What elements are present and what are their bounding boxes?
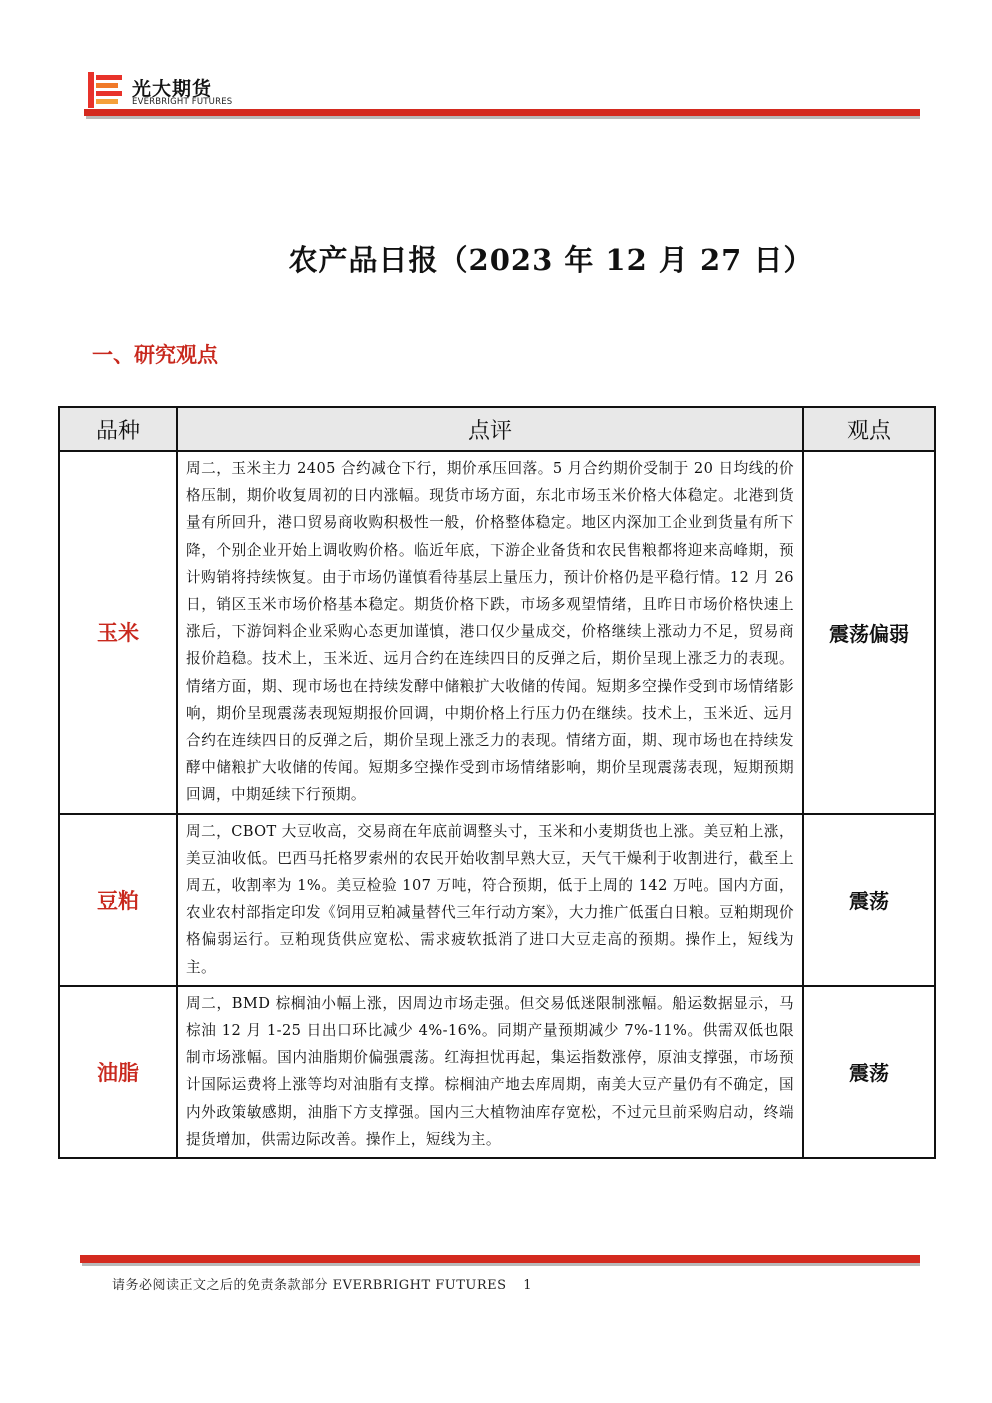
everbright-logo-icon — [88, 72, 128, 108]
comment-cell: 周二，BMD 棕榈油小幅上涨，因周边市场走强。但交易低迷限制涨幅。船运数据显示，马棕油 12 月 1-25 日出口环比减少 4%-16%。同期产量预期减少 7%-11%。供需双低也限制市场涨幅。国内油脂期价偏强震荡。红海担忧再起，集运指数涨停，原油支撑强，市场预计国际运费将上涨等均对油脂有支撑。棕榈油产地去库周期，南美大豆产量仍有不确定，国内外政策敏感期，油脂下方支撑强。国内三大植物油库存宽松，不过元旦前采购启动，终端提货增加，供需边际改善。操作上，短线为主。 — [177, 986, 803, 1158]
brand-name-cn: 光大期货 — [132, 78, 213, 100]
view-cell: 震荡 — [803, 814, 935, 986]
view-cell: 震荡偏弱 — [803, 451, 935, 814]
footer-divider — [80, 1255, 920, 1263]
variety-cell: 油脂 — [59, 986, 177, 1158]
table-header-row — [59, 407, 935, 451]
header-variety: 品种 — [59, 407, 177, 451]
variety-cell: 玉米 — [59, 451, 177, 814]
research-view-table — [58, 406, 936, 1159]
page-number: 1 — [523, 1278, 532, 1293]
table-row-corn — [59, 451, 935, 814]
header-divider-shadow — [86, 116, 920, 119]
header-view: 观点 — [803, 407, 935, 451]
variety-cell: 豆粕 — [59, 814, 177, 986]
comment-cell: 周二，CBOT 大豆收高，交易商在年底前调整头寸，玉米和小麦期货也上涨。美豆粕上涨，美豆油收低。巴西马托格罗索州的农民开始收割早熟大豆，天气干燥利于收割进行，截至上周五，收割率为 1%。美豆检验 107 万吨，符合预期，低于上周的 142 万吨。国内方面，农业农村部指定印发《饲用豆粕减量替代三年行动方案》，大力推广低蛋白日粮。豆粕期现价格偏弱运行。豆粕现货供应宽松、需求疲软抵消了进口大豆走高的预期。操作上，短线为主。 — [177, 814, 803, 986]
header-comment: 点评 — [177, 407, 803, 451]
header-divider — [84, 109, 920, 116]
table-row-soymeal — [59, 814, 935, 986]
page-footer — [112, 1274, 532, 1293]
footer-divider-shadow — [82, 1263, 920, 1266]
brand-name-en: EVERBRIGHT FUTURES — [132, 97, 233, 107]
section-heading: 一、研究观点 — [92, 342, 218, 367]
disclaimer-note: 请务必阅读正文之后的免责条款部分 EVERBRIGHT FUTURES — [112, 1278, 507, 1293]
comment-cell: 周二，玉米主力 2405 合约减仓下行，期价承压回落。5 月合约期价受制于 20 日均线的价格压制，期价收复周初的日内涨幅。现货市场方面，东北市场玉米价格大体稳定。北港到货量有所回升，港口贸易商收购积极性一般，价格整体稳定。地区内深加工企业到货量有所下降，个别企业开始上调收购价格。临近年底，下游企业备货和农民售粮都将迎来高峰期，预计购销将持续恢复。由于市场仍谨慎看待基层上量压力，预计价格仍是平稳行情。12 月 26 日，销区玉米市场价格基本稳定。期货价格下跌，市场多观望情绪，且昨日市场价格快速上涨后，下游饲料企业采购心态更加谨慎，港口仅少量成交，价格继续上涨动力不足，贸易商报价趋稳。技术上，玉米近、远月合约在连续四日的反弹之后，期价呈现上涨乏力的表现。情绪方面，期、现市场也在持续发酵中储粮扩大收储的传闻。短期多空操作受到市场情绪影响，期价呈现震荡表现短期报价回调，中期价格上行压力仍在继续。技术上，玉米近、远月合约在连续四日的反弹之后，期价呈现上涨乏力的表现。情绪方面，期、现市场也在持续发酵中储粮扩大收储的传闻。短期多空操作受到市场情绪影响，期价呈现震荡表现，短期预期回调，中期延续下行预期。 — [177, 451, 803, 814]
view-cell: 震荡 — [803, 986, 935, 1158]
report-title: 农产品日报（2023 年 12 月 27 日） — [288, 243, 814, 277]
table-row-oils — [59, 986, 935, 1158]
